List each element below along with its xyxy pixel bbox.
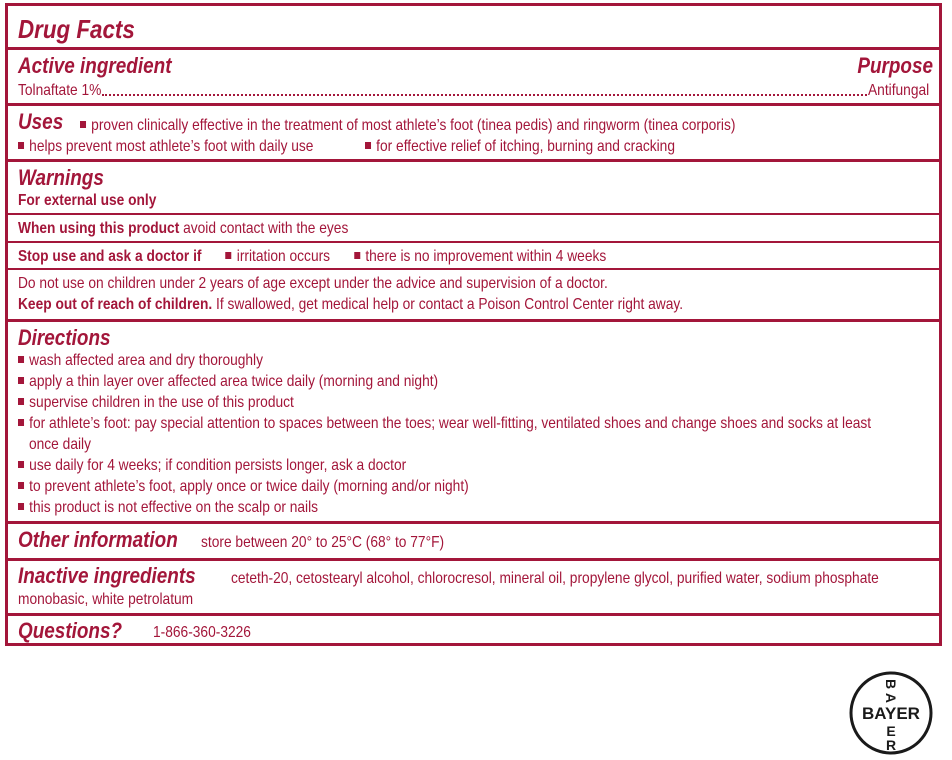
- directions-item: use daily for 4 weeks; if condition persists longer, ask a doctor: [18, 455, 406, 476]
- logo-horizontal-text: BAYER: [862, 704, 920, 723]
- other-information-text: store between 20° to 25°C (68° to 77°F): [201, 534, 445, 551]
- active-ingredient-value: Tolnaftate 1%: [18, 82, 102, 99]
- divider: [8, 103, 939, 106]
- logo-vertical-top: [883, 679, 899, 703]
- inactive-ingredients-heading: Inactive ingredients: [18, 563, 196, 588]
- stop-use-line: Stop use and ask a doctor if irritation occurs there is no improvement within 4 weeks: [18, 248, 607, 265]
- bullet-icon: [226, 252, 232, 259]
- bullet-icon: [18, 142, 24, 149]
- divider: [8, 268, 939, 270]
- directions-heading: Directions: [18, 325, 111, 350]
- uses-heading: Uses: [18, 109, 64, 134]
- active-ingredient-heading: Active ingredient: [18, 53, 172, 78]
- bullet-icon: [365, 142, 371, 149]
- bullet-icon: [18, 356, 24, 363]
- logo-vertical-bottom: [886, 723, 896, 753]
- logo-letter: A: [883, 692, 899, 704]
- logo-letter: B: [883, 678, 899, 690]
- drug-facts-title: Drug Facts: [18, 14, 135, 44]
- bullet-icon: [18, 398, 24, 405]
- directions-item: to prevent athlete’s foot, apply once or twice daily (morning and/or night): [18, 476, 469, 497]
- children-warning: Do not use on children under 2 years of age except under the advice and supervision of a doctor.: [18, 275, 608, 292]
- uses-item: proven clinically effective in the treatment of most athlete’s foot (tinea pedis) and ringworm (tinea corporis): [80, 115, 735, 136]
- divider: [8, 241, 939, 243]
- bullet-icon: [18, 482, 24, 489]
- directions-item-continued: once daily: [29, 436, 91, 453]
- divider: [8, 558, 939, 561]
- keep-out-line: Keep out of reach of children. If swallowed, get medical help or contact a Poison Control Center right away.: [18, 296, 684, 313]
- leader-dots: [102, 94, 867, 96]
- divider: [8, 213, 939, 215]
- bullet-icon: [18, 377, 24, 384]
- directions-item: apply a thin layer over affected area twice daily (morning and night): [18, 371, 438, 392]
- divider: [8, 159, 939, 162]
- bullet-icon: [18, 503, 24, 510]
- uses-item: for effective relief of itching, burning and cracking: [365, 136, 675, 157]
- bullet-icon: [18, 461, 24, 468]
- bayer-logo: [848, 670, 934, 756]
- warnings-heading: Warnings: [18, 165, 104, 190]
- inactive-ingredients-text: monobasic, white petrolatum: [18, 591, 194, 608]
- directions-item: for athlete’s foot: pay special attention to spaces between the toes; wear well-fitting, ventilated shoes and change shoes and socks at least: [18, 413, 871, 434]
- inactive-ingredients-text: ceteth-20, cetostearyl alcohol, chlorocresol, mineral oil, propylene glycol, purified water, sodium phosphate: [231, 570, 879, 587]
- external-use-only: For external use only: [18, 192, 157, 209]
- questions-heading: Questions?: [18, 618, 123, 643]
- directions-item: supervise children in the use of this product: [18, 392, 294, 413]
- questions-phone: 1-866-360-3226: [153, 624, 251, 641]
- logo-letter: R: [885, 737, 897, 753]
- directions-item: this product is not effective on the scalp or nails: [18, 497, 318, 518]
- other-information-heading: Other information: [18, 527, 178, 552]
- when-using-line: When using this product avoid contact with the eyes: [18, 220, 349, 237]
- directions-item: wash affected area and dry thoroughly: [18, 350, 263, 371]
- purpose-heading: Purpose: [857, 53, 933, 78]
- uses-item: helps prevent most athlete’s foot with daily use: [18, 136, 313, 157]
- bullet-icon: [354, 252, 360, 259]
- drug-facts-panel: [5, 3, 942, 646]
- bullet-icon: [18, 419, 24, 426]
- purpose-value: Antifungal: [868, 82, 930, 99]
- logo-letter: E: [886, 723, 896, 739]
- divider: [8, 613, 939, 616]
- divider: [8, 47, 939, 50]
- divider: [8, 319, 939, 322]
- divider: [8, 521, 939, 524]
- bullet-icon: [80, 121, 86, 128]
